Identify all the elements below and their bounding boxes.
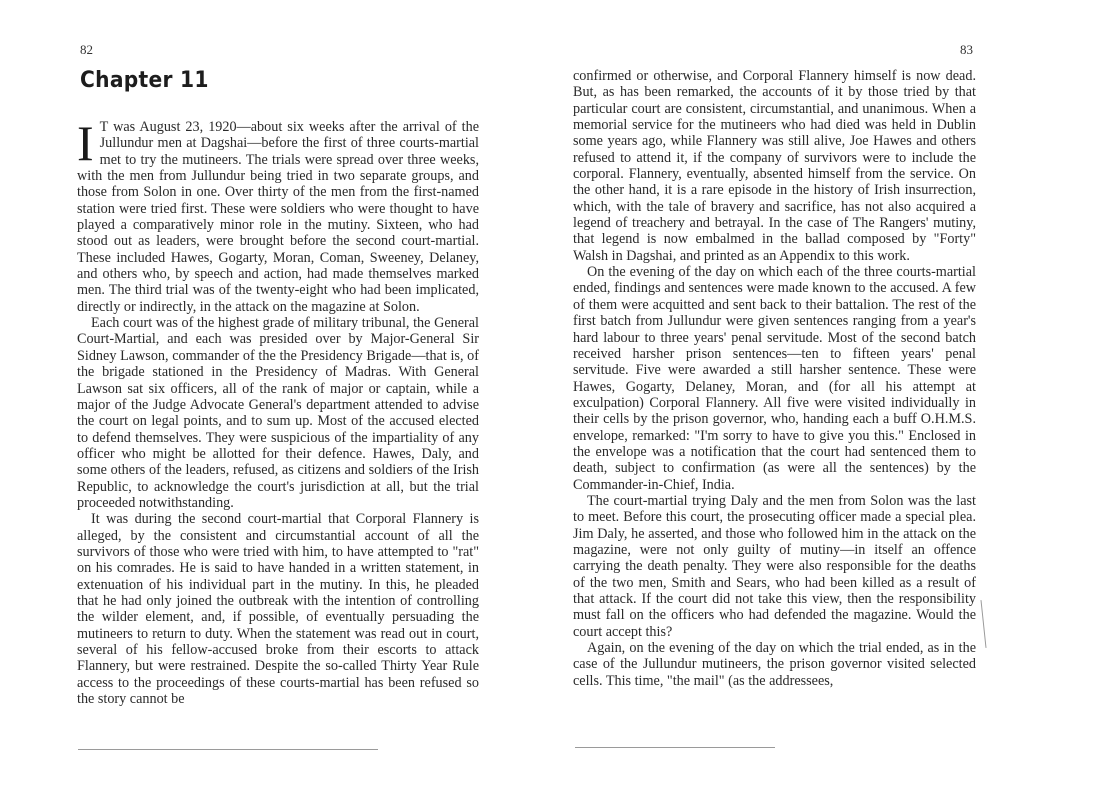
page-number-left: 82 <box>80 42 93 57</box>
right-paragraph-1: confirmed or otherwise, and Corporal Flannery himself is now dead. But, as has been remarked, the accounts of it by those tried by that particular court are consistent, circumstantial, and unanimous. When a memorial service for the mutineers who had died was held in Dublin some years ago, while Flannery was still alive, Joe Hawes and others refused to attend it, if the company of survivors were to include the corporal. Flannery, eventually, absented himself from the service. On the other hand, it is a rare episode in the history of Irish insurrection, which, with the tale of bravery and sacrifice, has not also acquired a legend of treachery and betrayal. In the case of The Rangers' mutiny, that legend is now embalmed in the ballad composed by "Forty" Walsh in Dagshai, and printed as an Appendix to this work. <box>573 68 976 264</box>
margin-pencil-mark <box>980 600 986 648</box>
left-paragraph-1-text: T was August 23, 1920—about six weeks after the arrival of the Jullundur men at Dagshai—before the first of three courts-martial met to try the mutineers. The trials were spread over three weeks, with the men from Jullundur being tried in two separate groups, and those from Solon in one. Over thirty of the men from the first-named station were tried first. These were soldiers who were thought to have played a comparatively minor role in the mutiny. Sixteen, who had stood out as leaders, were brought before the second court-martial. These included Hawes, Gogarty, Moran, Coman, Sweeney, Delaney, and others who, by speech and action, had made themselves marked men. The third trial was of the twenty-eight who had been implicated, directly or indirectly, in the attack on the magazine at Solon. <box>77 119 479 315</box>
right-text-column <box>573 68 976 689</box>
right-paragraph-4: Again, on the evening of the day on which the trial ended, as in the case of the Jullundur mutineers, the prison governor visited selected cells. This time, "the mail" (as the addressees, <box>573 640 976 689</box>
chapter-title: Chapter 11 <box>80 68 209 93</box>
pencil-underline <box>575 747 775 748</box>
left-paragraph-2: Each court was of the highest grade of military tribunal, the General Court-Martial, and each was presided over by Major-General Sir Sidney Lawson, commander of the the Presidency Brigade—that is, of the brigade stationed in the Presidency of Madras. With General Lawson sat six officers, all of the rank of major or captain, while a major of the Judge Advocate General's department attended to advise the court on legal points, and to sum up. Most of the accused elected to defend themselves. They were suspicious of the impartiality of any officer who might be allotted for their defence. Hawes, Daly, and some others of the leaders, refused, as citizens and soldiers of the Irish Republic, to acknowledge the court's jurisdiction at all, but the trial proceeded notwithstanding. <box>77 315 479 511</box>
right-paragraph-3: The court-martial trying Daly and the men from Solon was the last to meet. Before this court, the prosecuting officer made a special plea. Jim Daly, he asserted, and those who followed him in the attack on the magazine, were not only guilty of mutiny—in itself an offence carrying the death penalty. They were also responsible for the deaths of the two men, Smith and Sears, who had been killed as a result of that attack. If the court did not take this view, then the responsibility must fall on the officers who had defended the magazine. Would the court accept this? <box>573 492 976 640</box>
left-paragraph-3: It was during the second court-martial that Corporal Flannery is alleged, by the consistent and circumstantial account of all the survivors of those who were tried with him, to have attempted to "rat" on his comrades. He is said to have handed in a written statement, in extenuation of his individual part in the mutiny. In this, he pleaded that he had only joined the outbreak with the intention of controlling the wilder element, and, if possible, of eventually persuading the mutineers to return to duty. When the statement was read out in court, several of his fellow-accused broke from their escorts to attack Flannery, but were restrained. Despite the so-called Thirty Year Rule access to the proceedings of these courts-martial has been refused so the story cannot be <box>77 511 479 708</box>
right-page <box>551 0 1103 792</box>
right-paragraph-2: On the evening of the day on which each of the three courts-martial ended, findings and sentences were made known to the accused. A few of them were acquitted and sent back to their battalion. The rest of the first batch from Jullundur were given sentences ranging from a year's hard labour to three years' penal servitude. Most of the second batch received harsher prison sentences—ten to fifteen years' penal servitude. Five were awarded a still harsher sentence. These were Hawes, Gogarty, Delaney, Moran, and (for all his attempt at exculpation) Corporal Flannery. All five were visited individually in their cells by the prison governor, who, handing each a buff O.H.M.S. envelope, remarked: "I'm sorry to have to give you this." Enclosed in the envelope was a notification that the court had sentenced them to death, subject to confirmation (as were all the sentences) by the Commander-in-Chief, India. <box>573 264 976 493</box>
left-paragraph-1 <box>77 115 479 315</box>
drop-cap: I <box>77 115 94 171</box>
left-text-column <box>77 115 479 708</box>
pencil-underline <box>78 749 378 750</box>
left-page <box>0 0 551 792</box>
page-number-right: 83 <box>960 42 973 57</box>
